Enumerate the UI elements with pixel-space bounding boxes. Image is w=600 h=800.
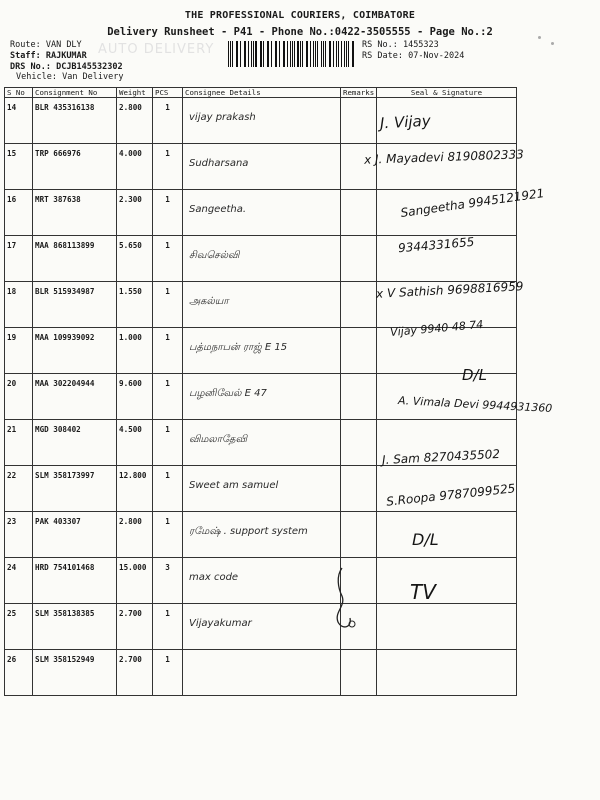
sno-cell: 21	[5, 420, 33, 466]
pcs-cell: 1	[153, 282, 183, 328]
consignment-cell: MGD 308402	[33, 420, 117, 466]
route-line	[10, 40, 82, 51]
remarks-cell	[341, 236, 377, 282]
signature-handwriting: x V Sathish 9698816959	[375, 279, 524, 301]
remarks-cell	[341, 328, 377, 374]
barcode-bar	[275, 41, 276, 67]
table-header-row	[5, 88, 517, 98]
barcode-bar	[346, 41, 347, 67]
signature-cell	[377, 604, 517, 650]
table-row	[5, 98, 517, 144]
consignee-cell: ரமேஷ் . support system	[183, 512, 341, 558]
consignee-cell: அகல்யா	[183, 282, 341, 328]
vehicle-line	[16, 72, 124, 83]
consignment-cell: MAA 868113899	[33, 236, 117, 282]
rs-date-line	[362, 51, 464, 62]
route-value: VAN DLY	[45, 40, 82, 50]
weight-cell: 1.000	[117, 328, 153, 374]
table-row	[5, 650, 517, 696]
consignment-cell: MAA 109939092	[33, 328, 117, 374]
consignee-cell: Sudharsana	[183, 144, 341, 190]
pcs-cell: 1	[153, 466, 183, 512]
col-consignee-header: Consignee Details	[183, 88, 341, 98]
consignee-cell: Sweet am samuel	[183, 466, 341, 512]
barcode-bar	[307, 41, 308, 67]
remarks-cell	[341, 512, 377, 558]
signature-cell	[377, 512, 517, 558]
signature-handwriting: D/L	[412, 530, 439, 549]
pcs-cell: 1	[153, 144, 183, 190]
barcode-bar	[237, 41, 238, 67]
signature-handwriting: 9344331655	[397, 234, 475, 256]
consignment-cell: SLM 358138385	[33, 604, 117, 650]
staff-value: RAJKUMAR	[45, 51, 87, 61]
consignment-cell: TRP 666976	[33, 144, 117, 190]
vehicle-label: Vehicle:	[16, 72, 57, 82]
sno-cell: 20	[5, 374, 33, 420]
barcode	[228, 41, 356, 67]
signature-handwriting: Vijay 9940 48 74	[389, 317, 484, 340]
signature-handwriting: D/L	[462, 366, 487, 384]
consignment-cell: BLR 435316138	[33, 98, 117, 144]
scan-speck	[551, 42, 554, 45]
consignee-cell: vijay prakash	[183, 98, 341, 144]
barcode-bar	[255, 41, 256, 67]
weight-cell: 9.600	[117, 374, 153, 420]
runsheet-table	[4, 87, 517, 696]
weight-cell: 2.300	[117, 190, 153, 236]
drs-value: DCJB145532302	[56, 62, 123, 72]
col-pcs-header: PCS	[153, 88, 183, 98]
weight-cell: 2.700	[117, 650, 153, 696]
remarks-cell	[341, 98, 377, 144]
sno-cell: 15	[5, 144, 33, 190]
company-title: THE PROFESSIONAL COURIERS, COIMBATORE	[184, 10, 416, 21]
barcode-bar	[325, 41, 326, 67]
consignee-cell: Vijayakumar	[183, 604, 341, 650]
sno-cell: 16	[5, 190, 33, 236]
barcode-bar	[251, 41, 252, 67]
consignment-cell: HRD 754101468	[33, 558, 117, 604]
weight-cell: 1.550	[117, 282, 153, 328]
signature-handwriting: TV	[410, 580, 436, 604]
remarks-cell	[341, 466, 377, 512]
barcode-bar	[279, 41, 280, 67]
consignment-cell: MRT 387638	[33, 190, 117, 236]
sno-cell: 14	[5, 98, 33, 144]
runsheet-subtitle: Delivery Runsheet - P41 - Phone No.:0422-3505555 - Page No.:2	[107, 26, 493, 38]
pcs-cell: 1	[153, 604, 183, 650]
pcs-cell: 1	[153, 374, 183, 420]
pcs-cell: 1	[153, 190, 183, 236]
table-row	[5, 512, 517, 558]
remarks-cell	[341, 420, 377, 466]
vehicle-value: Van Delivery	[62, 72, 124, 82]
col-signature-header: Seal & Signature	[377, 88, 517, 98]
consignee-cell: விமலாதேவி	[183, 420, 341, 466]
consignee-cell: Sangeetha.	[183, 190, 341, 236]
drs-label: DRS No.:	[10, 62, 51, 72]
pcs-cell: 1	[153, 512, 183, 558]
pcs-cell: 3	[153, 558, 183, 604]
remarks-cell	[341, 650, 377, 696]
weight-cell: 2.700	[117, 604, 153, 650]
col-remarks-header: Remarks	[341, 88, 377, 98]
barcode-bar	[263, 41, 264, 67]
scan-speck	[538, 36, 541, 39]
sno-cell: 25	[5, 604, 33, 650]
consignee-cell: பழனிவேல் E 47	[183, 374, 341, 420]
signature-handwriting: S.Roopa 9787099525	[385, 481, 516, 509]
weight-cell: 12.800	[117, 466, 153, 512]
pcs-cell: 1	[153, 236, 183, 282]
col-consignment-header: Consignment No	[33, 88, 117, 98]
col-sno-header: S No	[5, 88, 33, 98]
consignee-cell	[183, 650, 341, 696]
rs-no-value: 1455323	[402, 40, 439, 50]
consignee-cell: max code	[183, 558, 341, 604]
signature-handwriting: J. Sam 8270435502	[381, 446, 501, 468]
col-weight-header: Weight	[117, 88, 153, 98]
sno-cell: 19	[5, 328, 33, 374]
sno-cell: 18	[5, 282, 33, 328]
signature-cell	[377, 558, 517, 604]
remarks-cell	[341, 282, 377, 328]
rs-no-label: RS No.:	[362, 40, 398, 50]
signature-handwriting: x J. Mayadevi 8190802333	[363, 147, 525, 167]
staff-line	[10, 51, 87, 62]
barcode-bar	[338, 41, 339, 67]
consignment-cell: MAA 302204944	[33, 374, 117, 420]
sno-cell: 24	[5, 558, 33, 604]
pcs-cell: 1	[153, 420, 183, 466]
barcode-bar	[336, 41, 337, 67]
barcode-bar	[271, 41, 272, 67]
signature-cell	[377, 650, 517, 696]
consignment-cell: SLM 358173997	[33, 466, 117, 512]
consignee-cell: பத்மநாபன் ராஜ் E 15	[183, 328, 341, 374]
consignment-cell: SLM 358152949	[33, 650, 117, 696]
rs-no-line	[362, 40, 439, 51]
barcode-bar	[313, 41, 314, 67]
barcode-bar	[287, 41, 288, 67]
barcode-bar	[321, 41, 322, 67]
signature-handwriting: A. Vimala Devi 9944931360	[397, 393, 553, 416]
table-row	[5, 558, 517, 604]
pcs-cell: 1	[153, 650, 183, 696]
route-label: Route:	[10, 40, 41, 50]
remarks-cell	[341, 190, 377, 236]
table-row	[5, 604, 517, 650]
barcode-bar	[353, 41, 354, 67]
sno-cell: 23	[5, 512, 33, 558]
barcode-bar	[228, 41, 229, 67]
barcode-bar	[297, 41, 298, 67]
weight-cell: 4.500	[117, 420, 153, 466]
weight-cell: 5.650	[117, 236, 153, 282]
barcode-bar	[248, 41, 249, 67]
rs-date-label: RS Date:	[362, 51, 403, 61]
pcs-cell: 1	[153, 98, 183, 144]
weight-cell: 4.000	[117, 144, 153, 190]
weight-cell: 2.800	[117, 98, 153, 144]
remarks-cell	[341, 374, 377, 420]
weight-cell: 15.000	[117, 558, 153, 604]
rs-date-value: 07-Nov-2024	[408, 51, 465, 61]
signature-handwriting: Sangeetha 9945121921	[399, 185, 546, 221]
barcode-bar	[236, 41, 237, 67]
sno-cell: 17	[5, 236, 33, 282]
consignment-cell: PAK 403307	[33, 512, 117, 558]
pcs-cell: 1	[153, 328, 183, 374]
remarks-scribble	[330, 566, 360, 636]
consignment-cell: BLR 515934987	[33, 282, 117, 328]
auto-delivery-watermark: AUTO DELIVERY	[98, 42, 215, 57]
sno-cell: 22	[5, 466, 33, 512]
consignee-cell: சிவசெல்வி	[183, 236, 341, 282]
signature-handwriting: J. Vijay	[379, 111, 432, 133]
weight-cell: 2.800	[117, 512, 153, 558]
staff-label: Staff:	[10, 51, 41, 61]
sno-cell: 26	[5, 650, 33, 696]
barcode-bar	[300, 41, 301, 67]
